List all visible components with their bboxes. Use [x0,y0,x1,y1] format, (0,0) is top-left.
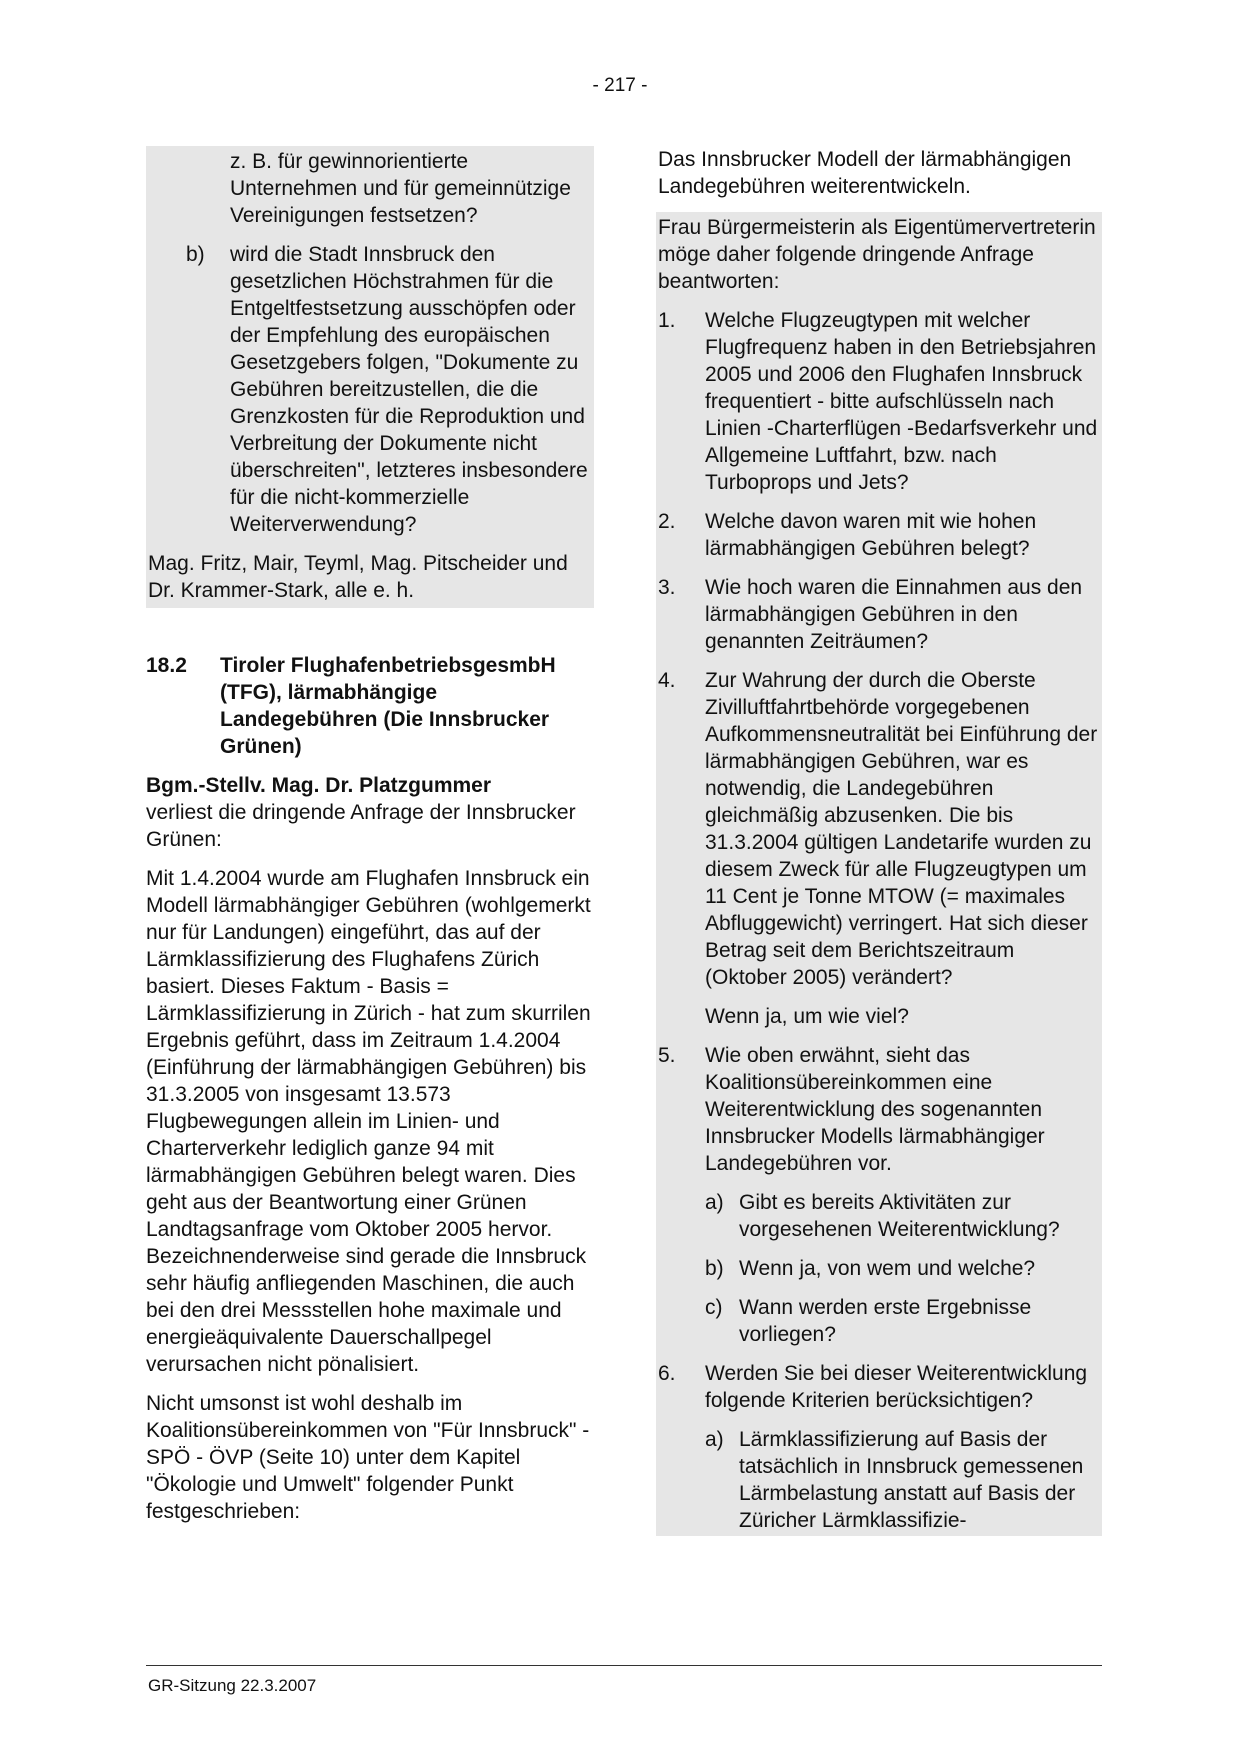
question-number: 3. [658,576,676,599]
question-5b [658,1255,1100,1282]
question-2 [658,508,1100,562]
list-item-text: wird die Stadt Innsbruck den gesetzlichen Höchstrahmen für die Entgeltfestsetzung ausschöpfen oder der Empfehlung des europäischen Gesetzgebers folgen, "Dokumente zu Gebühren bereitzustellen, die die Grenzkosten für die Reproduktion und Verbreitung der Dokumente nicht überschreiten", letzteres insbesondere für die nicht-kommerzielle Weiterverwendung? [230,243,588,536]
paragraph-1: Mit 1.4.2004 wurde am Flughafen Innsbruck ein Modell lärmabhängiger Gebühren (wohlgemerkt nur für Landungen) eingeführt, das auf der Lärmklassifizierung des Flughafens Zürich basiert. Dieses Faktum - Basis = Lärmklassifizierung in Zürich - hat zum skurrilen Ergebnis geführt, dass im Zeitraum 1.4.2004 (Einführung der lärmabhängigen Gebühren) bis 31.3.2005 von insgesamt 13.573 Flugbewegungen allein im Linien- und Charterverkehr lediglich ganze 94 mit lärmabhängigen Gebühren belegt waren. Dies geht aus der Beantwortung einer Grünen Landtagsanfrage vom Oktober 2005 hervor. Bezeichnenderweise sind gerade die Innsbruck sehr häufig anfliegenden Maschinen, die auch bei den drei Messstellen hohe maximale und energieäquivalente Dauerschallpegel verursachen nicht pönalisiert. [146,867,591,1376]
sub-question-text: Gibt es bereits Aktivitäten zur vorgesehenen Weiterentwicklung? [739,1191,1060,1241]
question-number: 1. [658,309,676,332]
list-item-b [148,241,592,538]
footer-text: GR-Sitzung 22.3.2007 [148,1676,317,1695]
question-5 [658,1042,1100,1177]
section-title: Tiroler FlughafenbetriebsgesmbH (TFG), lärmabhängige Landegebühren (Die Innsbrucker Grünen) [220,654,556,758]
sub-question-letter: a) [705,1191,724,1214]
question-number: 2. [658,510,676,533]
speaker-block [146,772,594,853]
question-1 [658,307,1100,496]
question-5a [658,1189,1100,1243]
footer-rule [146,1665,1102,1666]
question-text: Werden Sie bei dieser Weiterentwicklung folgende Kriterien berücksichtigen? [705,1362,1088,1412]
section-number: 18.2 [146,654,187,677]
question-6a [658,1426,1100,1534]
question-text: Welche Flugzeugtypen mit welcher Flugfrequenz haben in den Betriebsjahren 2005 und 2006 den Flughafen Innsbruck frequentiert - bitte aufschlüsseln nach Linien -Charterflügen -Bedarfsverkehr und Allgemeine Luftfahrt, bzw. nach Turboprops und Jets? [705,309,1098,494]
right-column [656,146,1102,1536]
question-text: Zur Wahrung der durch die Oberste Zivilluftfahrtbehörde vorgegebenen Aufkommensneutralität bei Einführung der lärmabhängigen Gebühren, war es notwendig, die Landegebühren gleichmäßig abzusenken. Die bis 31.3.2004 gültigen Landetarife wurden zu diesem Zweck für alle Flugzeugtypen um 11 Cent je Tonne MTOW (= maximales Abfluggewicht) verringert. Hat sich dieser Betrag seit dem Berichtszeitraum (Oktober 2005) verändert? [705,669,1098,989]
question-6 [658,1360,1100,1414]
question-text: Wie hoch waren die Einnahmen aus den lärmabhängigen Gebühren in den genannten Zeiträumen? [705,576,1083,653]
question-number: 6. [658,1362,676,1385]
question-text: Welche davon waren mit wie hohen lärmabhängigen Gebühren belegt? [705,510,1037,560]
shaded-request-block [656,212,1102,1536]
sub-question-letter: c) [705,1296,723,1319]
speaker-intro: verliest die dringende Anfrage der Innsbrucker Grünen: [146,801,576,851]
question-5c [658,1294,1100,1348]
continued-item-text: z. B. für gewinnorientierte Unternehmen und für gemeinnützige Vereinigungen festsetzen? [230,150,571,227]
sub-question-text: Wenn ja, von wem und welche? [739,1257,1036,1280]
paragraph-2: Nicht umsonst ist wohl deshalb im Koalitionsübereinkommen von "Für Innsbruck" - SPÖ - ÖVP (Seite 10) unter dem Kapitel "Ökologie und Umwelt" folgender Punkt festgeschrieben: [146,1392,590,1523]
section-heading [146,652,594,760]
sub-question-letter: a) [705,1428,724,1451]
sub-question-letter: b) [705,1257,724,1280]
request-intro: Frau Bürgermeisterin als Eigentümervertreterin möge daher folgende dringende Anfrage beantworten: [658,216,1096,293]
question-4 [658,667,1100,991]
quoted-coalition-point: Das Innsbrucker Modell der lärmabhängigen Landegebühren weiterentwickeln. [658,148,1072,198]
sub-question-text: Lärmklassifizierung auf Basis der tatsächlich in Innsbruck gemessenen Lärmbelastung anstatt auf Basis der Züricher Lärmklassifizie- [739,1428,1084,1532]
list-item-letter: b) [186,243,205,266]
speaker-name: Bgm.-Stellv. Mag. Dr. Platzgummer [146,774,492,797]
sub-question-text: Wann werden erste Ergebnisse vorliegen? [739,1296,1032,1346]
question-number: 5. [658,1044,676,1067]
signers: Mag. Fritz, Mair, Teyml, Mag. Pitscheider und Dr. Krammer-Stark, alle e. h. [148,552,568,602]
question-3 [658,574,1100,655]
left-column [146,146,594,1537]
question-number: 4. [658,669,676,692]
question-text: Wie oben erwähnt, sieht das Koalitionsübereinkommen eine Weiterentwicklung des sogenannten Innsbrucker Modells lärmabhängiger Landegebühren vor. [705,1044,1045,1175]
question-4-follow-up: Wenn ja, um wie viel? [705,1005,909,1028]
shaded-quote-block [146,146,594,608]
page-number: - 217 - [592,75,648,96]
